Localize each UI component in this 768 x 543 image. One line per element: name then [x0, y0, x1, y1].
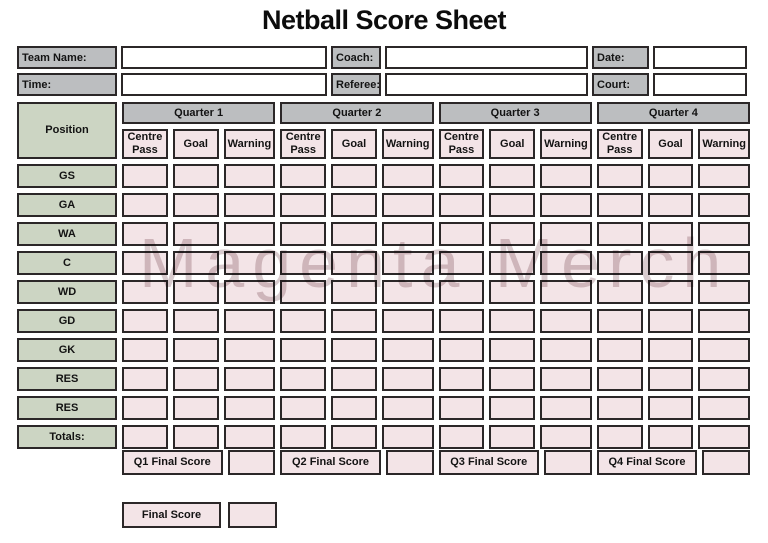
position-label-gk: GK [17, 338, 117, 362]
q4-goal-cell-res[interactable] [648, 396, 694, 420]
q2-centre-pass-header: Centre Pass [280, 129, 326, 159]
q1-final-score-label: Q1 Final Score [122, 450, 223, 475]
team-name-label: Team Name: [17, 46, 117, 69]
q2-centre-pass-cell-wa[interactable] [280, 222, 326, 246]
q3-centre-pass-cell-gs[interactable] [439, 164, 485, 188]
q3-final-score-label: Q3 Final Score [439, 450, 540, 475]
time-label: Time: [17, 73, 117, 96]
q4-goal-cell-wd[interactable] [648, 280, 694, 304]
q2-goal-cell-res[interactable] [331, 367, 377, 391]
q2-goal-cell-wd[interactable] [331, 280, 377, 304]
quarter-2-header: Quarter 2 [280, 102, 433, 124]
q1-goal-cell-gk[interactable] [173, 338, 219, 362]
q1-warning-cell-c[interactable] [224, 251, 276, 275]
final-score-row [122, 502, 277, 528]
info-header [17, 46, 747, 96]
q3-centre-pass-cell-wa[interactable] [439, 222, 485, 246]
q4-warning-cell-wd[interactable] [698, 280, 750, 304]
q2-goal-cell-totals[interactable] [331, 425, 377, 449]
q3-warning-cell-c[interactable] [540, 251, 592, 275]
date-field[interactable] [653, 46, 747, 69]
q1-centre-pass-cell-res[interactable] [122, 396, 168, 420]
q3-goal-cell-res[interactable] [489, 367, 535, 391]
q4-goal-cell-res[interactable] [648, 367, 694, 391]
q2-warning-cell-ga[interactable] [382, 193, 434, 217]
q3-goal-cell-gk[interactable] [489, 338, 535, 362]
q4-centre-pass-cell-res[interactable] [597, 396, 643, 420]
score-table [17, 102, 750, 449]
q1-warning-cell-totals[interactable] [224, 425, 276, 449]
position-label-gs: GS [17, 164, 117, 188]
position-label-res: RES [17, 367, 117, 391]
q4-goal-cell-gs[interactable] [648, 164, 694, 188]
q4-centre-pass-cell-gd[interactable] [597, 309, 643, 333]
q4-centre-pass-header: Centre Pass [597, 129, 643, 159]
q3-centre-pass-cell-wd[interactable] [439, 280, 485, 304]
quarter-final-score-row [17, 450, 750, 475]
q3-warning-cell-gd[interactable] [540, 309, 592, 333]
q2-warning-cell-wd[interactable] [382, 280, 434, 304]
coach-field[interactable] [385, 46, 588, 69]
q1-goal-header: Goal [173, 129, 219, 159]
q3-warning-cell-gk[interactable] [540, 338, 592, 362]
q1-warning-cell-res[interactable] [224, 367, 276, 391]
q2-warning-cell-res[interactable] [382, 367, 434, 391]
q3-warning-cell-res[interactable] [540, 396, 592, 420]
q2-goal-header: Goal [331, 129, 377, 159]
page-title: Netball Score Sheet [261, 5, 507, 35]
q3-goal-cell-wa[interactable] [489, 222, 535, 246]
position-label-ga: GA [17, 193, 117, 217]
q3-centre-pass-cell-gk[interactable] [439, 338, 485, 362]
q3-final-score-cell[interactable] [544, 450, 592, 475]
position-label-res: RES [17, 396, 117, 420]
q4-warning-header: Warning [698, 129, 750, 159]
q2-centre-pass-cell-wd[interactable] [280, 280, 326, 304]
q1-goal-cell-wa[interactable] [173, 222, 219, 246]
position-label-c: C [17, 251, 117, 275]
q1-warning-cell-wd[interactable] [224, 280, 276, 304]
q2-warning-cell-gk[interactable] [382, 338, 434, 362]
q1-warning-header: Warning [224, 129, 276, 159]
q1-goal-cell-res[interactable] [173, 367, 219, 391]
q3-warning-cell-ga[interactable] [540, 193, 592, 217]
q1-goal-cell-res[interactable] [173, 396, 219, 420]
q3-warning-header: Warning [540, 129, 592, 159]
q4-goal-cell-gk[interactable] [648, 338, 694, 362]
q4-centre-pass-cell-wa[interactable] [597, 222, 643, 246]
q4-goal-cell-gd[interactable] [648, 309, 694, 333]
q3-goal-cell-ga[interactable] [489, 193, 535, 217]
q2-goal-cell-gd[interactable] [331, 309, 377, 333]
team-name-field[interactable] [121, 46, 327, 69]
q2-goal-cell-gk[interactable] [331, 338, 377, 362]
q1-warning-cell-res[interactable] [224, 396, 276, 420]
q2-warning-cell-gd[interactable] [382, 309, 434, 333]
q1-centre-pass-cell-gd[interactable] [122, 309, 168, 333]
referee-field[interactable] [385, 73, 588, 96]
q4-centre-pass-cell-wd[interactable] [597, 280, 643, 304]
q1-centre-pass-header: Centre Pass [122, 129, 168, 159]
position-label-wa: WA [17, 222, 117, 246]
quarter-4-header: Quarter 4 [597, 102, 750, 124]
q2-centre-pass-cell-gs[interactable] [280, 164, 326, 188]
q4-goal-cell-c[interactable] [648, 251, 694, 275]
q1-centre-pass-cell-res[interactable] [122, 367, 168, 391]
q1-centre-pass-cell-totals[interactable] [122, 425, 168, 449]
q1-centre-pass-cell-gs[interactable] [122, 164, 168, 188]
q4-warning-cell-gk[interactable] [698, 338, 750, 362]
q1-centre-pass-cell-c[interactable] [122, 251, 168, 275]
q3-goal-cell-c[interactable] [489, 251, 535, 275]
q2-warning-cell-res[interactable] [382, 396, 434, 420]
q3-goal-cell-gs[interactable] [489, 164, 535, 188]
quarter-3-header: Quarter 3 [439, 102, 592, 124]
q1-centre-pass-cell-gk[interactable] [122, 338, 168, 362]
q4-warning-cell-ga[interactable] [698, 193, 750, 217]
q1-warning-cell-gk[interactable] [224, 338, 276, 362]
date-label: Date: [592, 46, 649, 69]
q4-final-score-cell[interactable] [702, 450, 750, 475]
q2-warning-header: Warning [382, 129, 434, 159]
watermark: Magenta Merch [139, 224, 730, 302]
position-header: Position [17, 102, 117, 159]
q2-final-score-cell[interactable] [386, 450, 434, 475]
q2-centre-pass-cell-gd[interactable] [280, 309, 326, 333]
court-field[interactable] [653, 73, 747, 96]
q4-warning-cell-c[interactable] [698, 251, 750, 275]
q2-warning-cell-gs[interactable] [382, 164, 434, 188]
q4-warning-cell-res[interactable] [698, 396, 750, 420]
q3-warning-cell-res[interactable] [540, 367, 592, 391]
q1-goal-cell-gd[interactable] [173, 309, 219, 333]
q1-goal-cell-wd[interactable] [173, 280, 219, 304]
q1-warning-cell-gd[interactable] [224, 309, 276, 333]
q3-goal-cell-wd[interactable] [489, 280, 535, 304]
q2-centre-pass-cell-res[interactable] [280, 396, 326, 420]
q3-warning-cell-totals[interactable] [540, 425, 592, 449]
q3-centre-pass-cell-totals[interactable] [439, 425, 485, 449]
q2-centre-pass-cell-res[interactable] [280, 367, 326, 391]
q2-goal-cell-ga[interactable] [331, 193, 377, 217]
q1-final-score-cell[interactable] [228, 450, 276, 475]
position-label-wd: WD [17, 280, 117, 304]
position-label-totals: Totals: [17, 425, 117, 449]
time-field[interactable] [121, 73, 327, 96]
q1-goal-cell-c[interactable] [173, 251, 219, 275]
q3-goal-cell-res[interactable] [489, 396, 535, 420]
final-score-cell[interactable] [228, 502, 277, 528]
position-label-gd: GD [17, 309, 117, 333]
q2-goal-cell-c[interactable] [331, 251, 377, 275]
q4-warning-cell-wa[interactable] [698, 222, 750, 246]
q4-final-score-label: Q4 Final Score [597, 450, 698, 475]
q4-goal-cell-totals[interactable] [648, 425, 694, 449]
q4-warning-cell-gd[interactable] [698, 309, 750, 333]
q3-goal-header: Goal [489, 129, 535, 159]
referee-label: Referee: [331, 73, 381, 96]
q4-warning-cell-totals[interactable] [698, 425, 750, 449]
q4-centre-pass-cell-c[interactable] [597, 251, 643, 275]
q2-warning-cell-c[interactable] [382, 251, 434, 275]
q2-final-score-label: Q2 Final Score [280, 450, 381, 475]
q2-centre-pass-cell-totals[interactable] [280, 425, 326, 449]
quarter-1-header: Quarter 1 [122, 102, 275, 124]
q3-warning-cell-wd[interactable] [540, 280, 592, 304]
q3-centre-pass-cell-res[interactable] [439, 396, 485, 420]
q1-warning-cell-wa[interactable] [224, 222, 276, 246]
q4-goal-cell-wa[interactable] [648, 222, 694, 246]
q3-centre-pass-cell-gd[interactable] [439, 309, 485, 333]
q4-centre-pass-cell-ga[interactable] [597, 193, 643, 217]
q1-warning-cell-ga[interactable] [224, 193, 276, 217]
q1-centre-pass-cell-wa[interactable] [122, 222, 168, 246]
q2-centre-pass-cell-ga[interactable] [280, 193, 326, 217]
q4-warning-cell-gs[interactable] [698, 164, 750, 188]
q1-goal-cell-totals[interactable] [173, 425, 219, 449]
q4-centre-pass-cell-gk[interactable] [597, 338, 643, 362]
q2-warning-cell-totals[interactable] [382, 425, 434, 449]
q2-centre-pass-cell-gk[interactable] [280, 338, 326, 362]
q2-warning-cell-wa[interactable] [382, 222, 434, 246]
coach-label: Coach: [331, 46, 381, 69]
q4-warning-cell-res[interactable] [698, 367, 750, 391]
q4-goal-header: Goal [648, 129, 694, 159]
q2-centre-pass-cell-c[interactable] [280, 251, 326, 275]
q3-goal-cell-gd[interactable] [489, 309, 535, 333]
q1-centre-pass-cell-wd[interactable] [122, 280, 168, 304]
q4-centre-pass-cell-totals[interactable] [597, 425, 643, 449]
q2-goal-cell-res[interactable] [331, 396, 377, 420]
q3-centre-pass-cell-ga[interactable] [439, 193, 485, 217]
q1-centre-pass-cell-ga[interactable] [122, 193, 168, 217]
q3-centre-pass-cell-c[interactable] [439, 251, 485, 275]
q4-goal-cell-ga[interactable] [648, 193, 694, 217]
final-score-label: Final Score [122, 502, 221, 528]
q3-warning-cell-gs[interactable] [540, 164, 592, 188]
q3-goal-cell-totals[interactable] [489, 425, 535, 449]
q3-centre-pass-header: Centre Pass [439, 129, 485, 159]
q1-goal-cell-ga[interactable] [173, 193, 219, 217]
court-label: Court: [592, 73, 649, 96]
q3-centre-pass-cell-res[interactable] [439, 367, 485, 391]
q3-warning-cell-wa[interactable] [540, 222, 592, 246]
q4-centre-pass-cell-gs[interactable] [597, 164, 643, 188]
q2-goal-cell-wa[interactable] [331, 222, 377, 246]
q1-goal-cell-gs[interactable] [173, 164, 219, 188]
q1-warning-cell-gs[interactable] [224, 164, 276, 188]
q4-centre-pass-cell-res[interactable] [597, 367, 643, 391]
q2-goal-cell-gs[interactable] [331, 164, 377, 188]
